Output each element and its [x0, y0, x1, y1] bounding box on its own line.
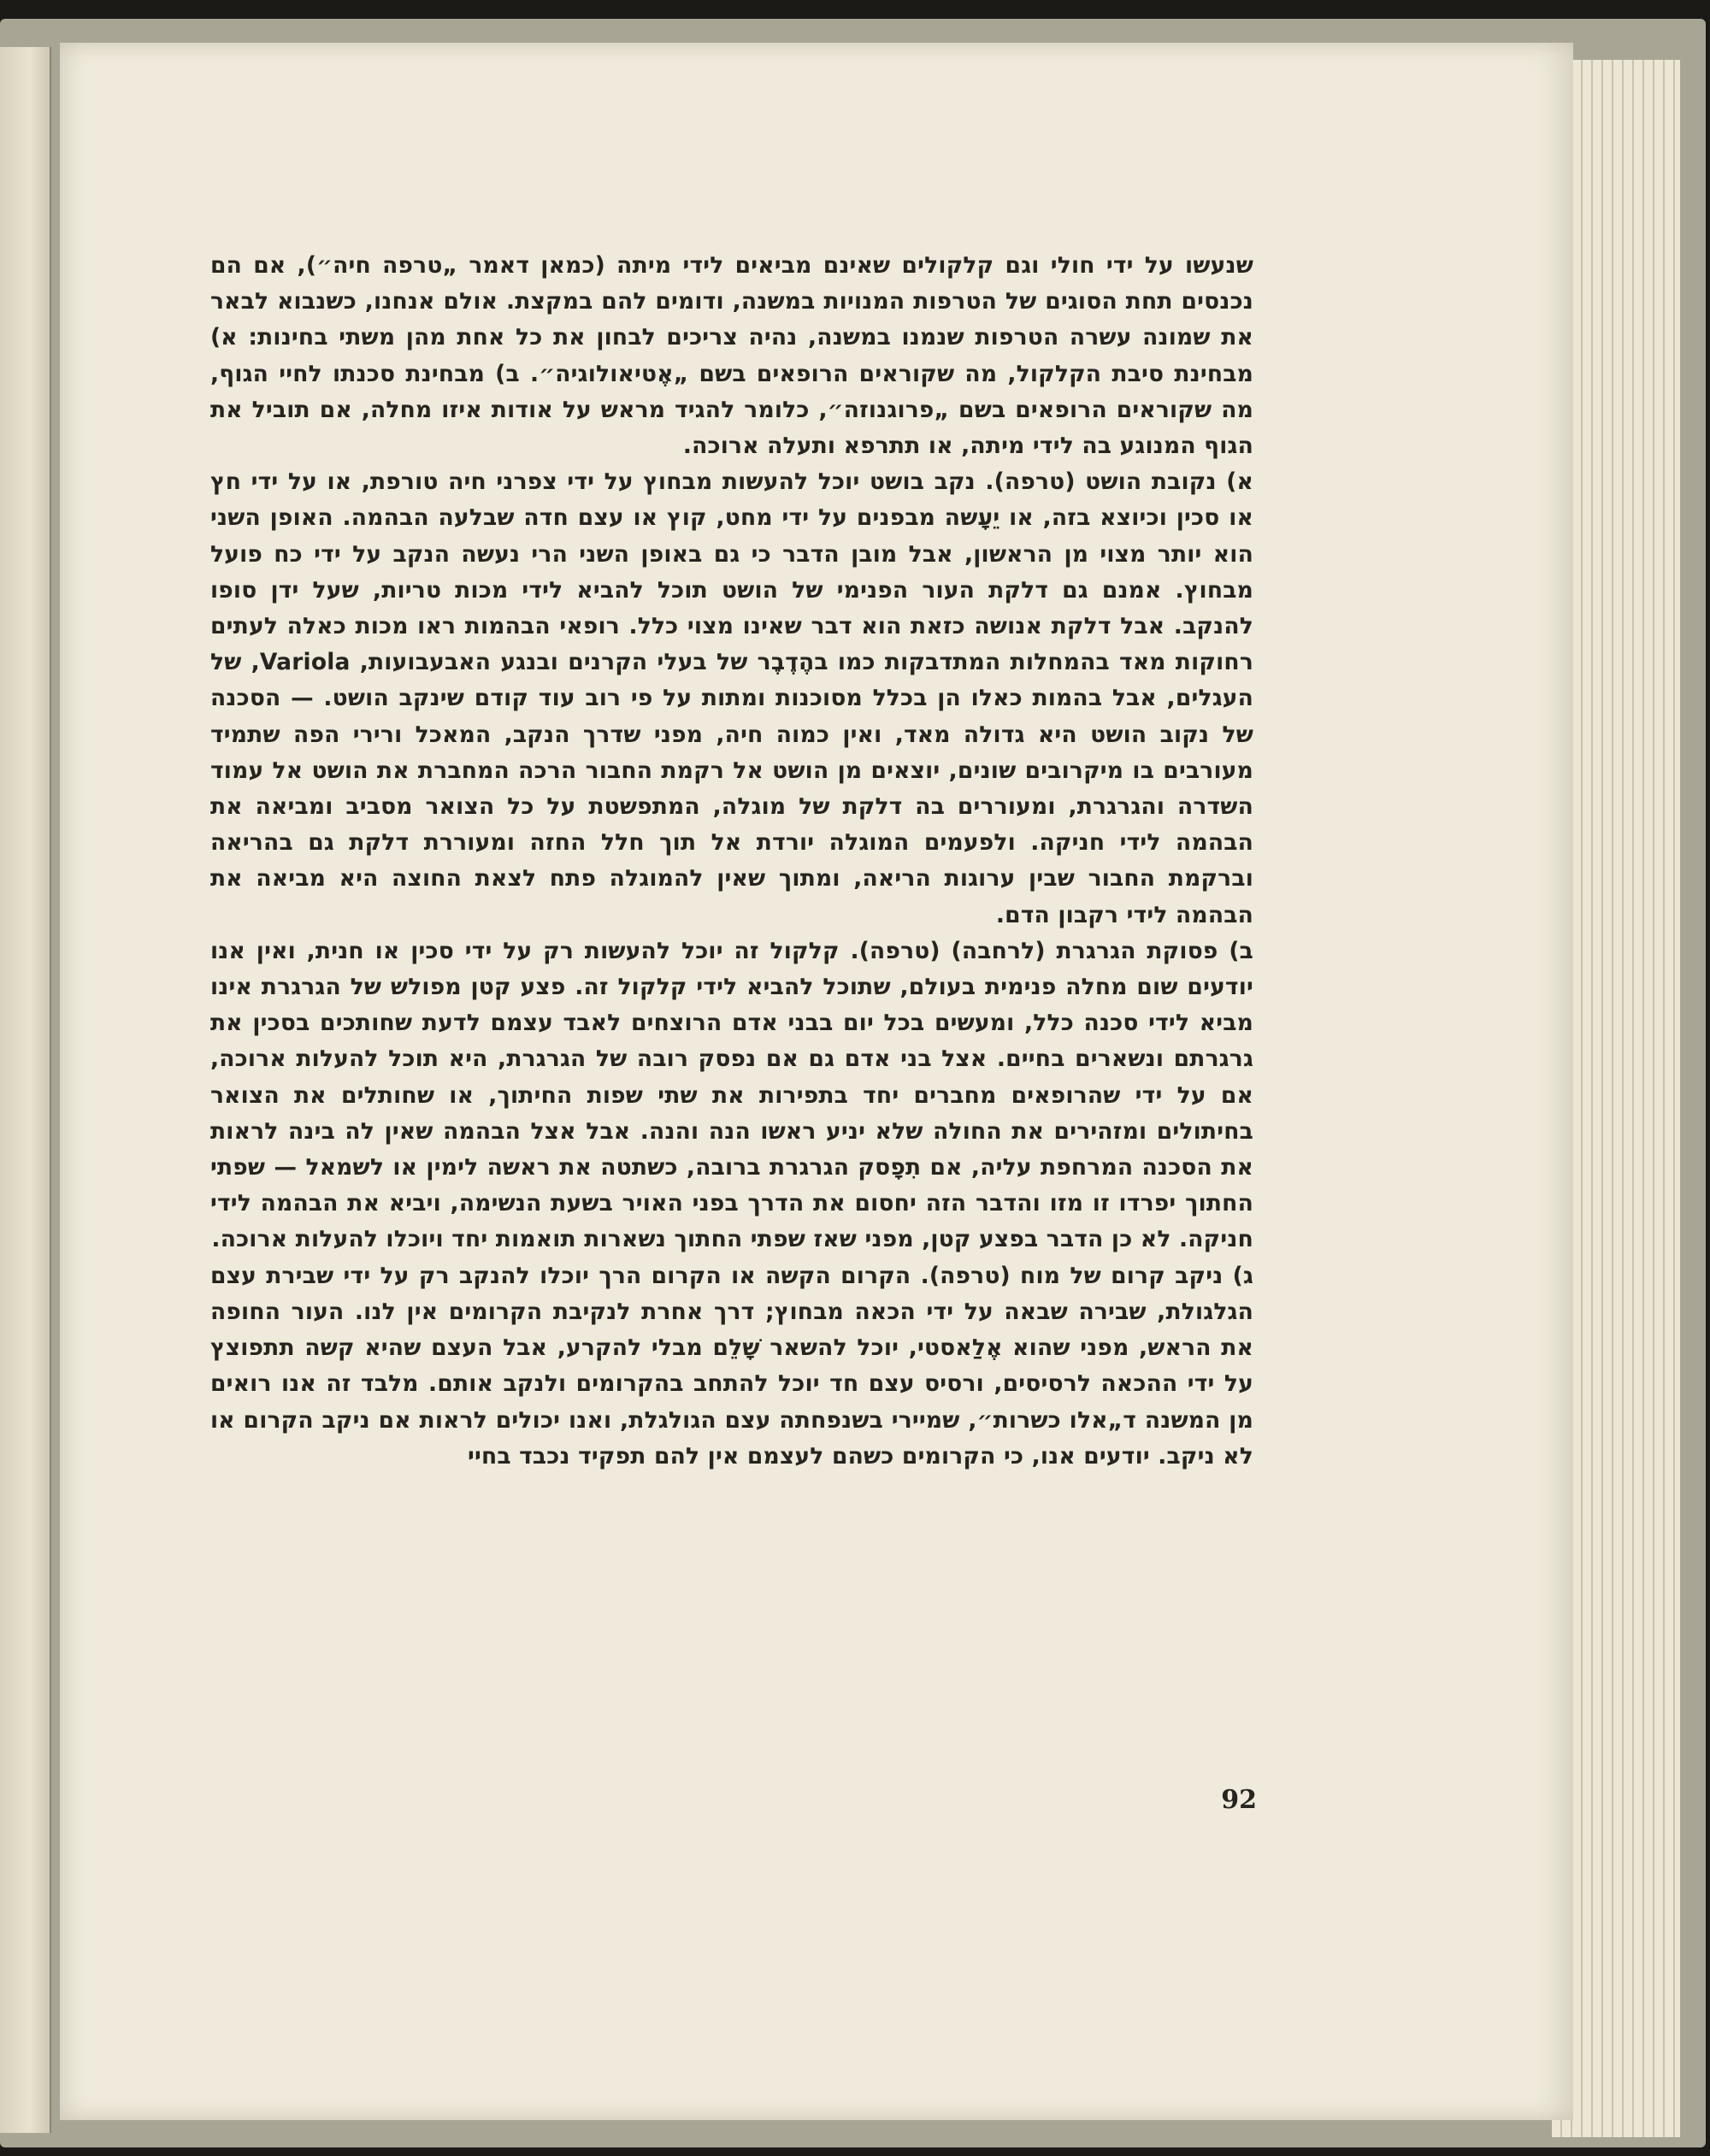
- facing-page-edge: [0, 47, 51, 2133]
- body-text: [210, 248, 1253, 1475]
- page-number: 92: [1221, 1785, 1257, 1815]
- paragraph-intro: שנעשו על ידי חולי וגם קלקולים שאינם מביאים לידי מיתה (כמאן דאמר „טרפה חיה״), אם הם נכנסים תחת הסוגים של הטרפות המנויות במשנה, ודומים להם במקצת. אולם אנחנו, כשנבוא לבאר את שמונה עשרה הטרפות שנמנו במשנה, נהיה צריכים לבחון את כל אחת מהן משתי בחינות: א) מבחינת סיבת הקלקול, מה שקוראים הרופאים בשם „אֶטיאולוגיה״. ב) מבחינת סכנתו לחיי הגוף, מה שקוראים הרופאים בשם „פרוגנוזה״, כלומר להגיד מראש על אודות איזו מחלה, אם תוביל את הגוף המנוגע בה לידי מיתה, או תתרפא ותעלה ארוכה.: [210, 252, 1253, 460]
- paragraph-brain-membrane: ג) ניקב קרום של מוח (טרפה). הקרום הקשה או הקרום הרך יוכלו להנקב רק על ידי שבירת עצם הגלגולת, שבירה שבאה על ידי הכאה מבחוץ; דרך אחרת לנקיבת הקרומים אין לנו. העור החופה את הראש, מפני שהוא אֶלַאסטי, יוכל להשאר שָׁלֵם מבלי להקרע, אבל העצם שהיא קשה תתפוצץ על ידי ההכאה לרסיסים, ורסיס עצם חד יוכל להתחב בהקרומים ולנקב אותם. מלבד זה אנו רואים מן המשנה ד„אלו כשרות״, שמיירי בשנפחתה עצם הגולגלת, ואנו יכולים לראות אם ניקב הקרום או לא ניקב. יודעים אנו, כי הקרומים כשהם לעצמם אין להם תפקיד נכבד בחיי: [210, 1262, 1253, 1470]
- paragraph-trachea: ב) פסוקת הגרגרת (לרחבה) (טרפה). קלקול זה יוכל להעשות רק על ידי סכין או חנית, ואין אנו יודעים שום מחלה פנימית בעולם, שתוכל להביא לידי קלקול זה. פצע קטן מפולש של הגרגרת אינו מביא לידי סכנה כלל, ומעשים בכל יום בבני אדם הרוצחים לאבד עצמם לדעת שחותכים בסכין את גרגרתם ונשארים בחיים. אצל בני אדם גם אם נפסק רובה של הגרגרת, היא תוכל להעלות ארוכה, אם על ידי שהרופאים מחברים יחד בתפירות את שתי שפות החיתוך, או שחותלים את הצואר בחיתולים ומזהירים את החולה שלא יניע ראשו הנה והנה. אבל אצל הבהמה שאין לה בינה לראות את הסכנה המרחפת עליה, אם תִפָסק הגרגרת ברובה, כשתטה את ראשה לימין או לשמאל — שפתי החתוך יפרדו זו מזו והדבר הזה יחסום את הדרך בפני האויר בשעת הנשימה, ויביא את הבהמה לידי חניקה. לא כן הדבר בפצע קטן, מפני שאז שפתי החתוך נשארות תואמות יחד ויוכלו להעלות ארוכה.: [210, 937, 1253, 1253]
- paragraph-esophagus: א) נקובת הושט (טרפה). נקב בושט יוכל להעשות מבחוץ על ידי צפרני חיה טורפת, או על ידי חץ או סכין וכיוצא בזה, או יֵעָשה מבפנים על ידי מחט, קוץ או עצם חדה שבלעה הבהמה. האופן השני הוא יותר מצוי מן הראשון, אבל מובן הדבר כי גם באופן השני הרי נעשה הנקב על ידי כח פועל מבחוץ. אמנם גם דלקת העור הפנימי של הושט תוכל להביא לידי מכות טריות, שעל ידן סופו להנקב. אבל דלקת אנושה כזאת הוא דבר שאינו מצוי כלל. רופאי הבהמות ראו מכות כאלה לעתים רחוקות מאד בהמחלות המתדבקות כמו בהֶדֶבֶר של בעלי הקרנים ובנגע האבעבועות, Variola, של העגלים, אבל בהמות כאלו הן בכלל מסוכנות ומתות על פי רוב עוד קודם שינקב הושט. — הסכנה של נקוב הושט היא גדולה מאד, ואין כמוה חיה, מפני שדרך הנקב, המאכל ורירי הפה שתמיד מעורבים בו מיקרובים שונים, יוצאים מן הושט אל רקמת החבור הרכה המחברת את הושט אל עמוד השדרה והגרגרת, ומעוררים בה דלקת של מוגלה, המתפשטת על כל הצואר מסביב ומביאה את הבהמה לידי חניקה. ולפעמים המוגלה יורדת אל תוך חלל החזה ומעוררת דלקת גם בהריאה וברקמת החבור שבין ערוגות הריאה, ומתוך שאין להמוגלה פתח לצאת החוצה היא מביאה את הבהמה לידי רקבון הדם.: [210, 468, 1253, 928]
- book-page: [60, 43, 1573, 2120]
